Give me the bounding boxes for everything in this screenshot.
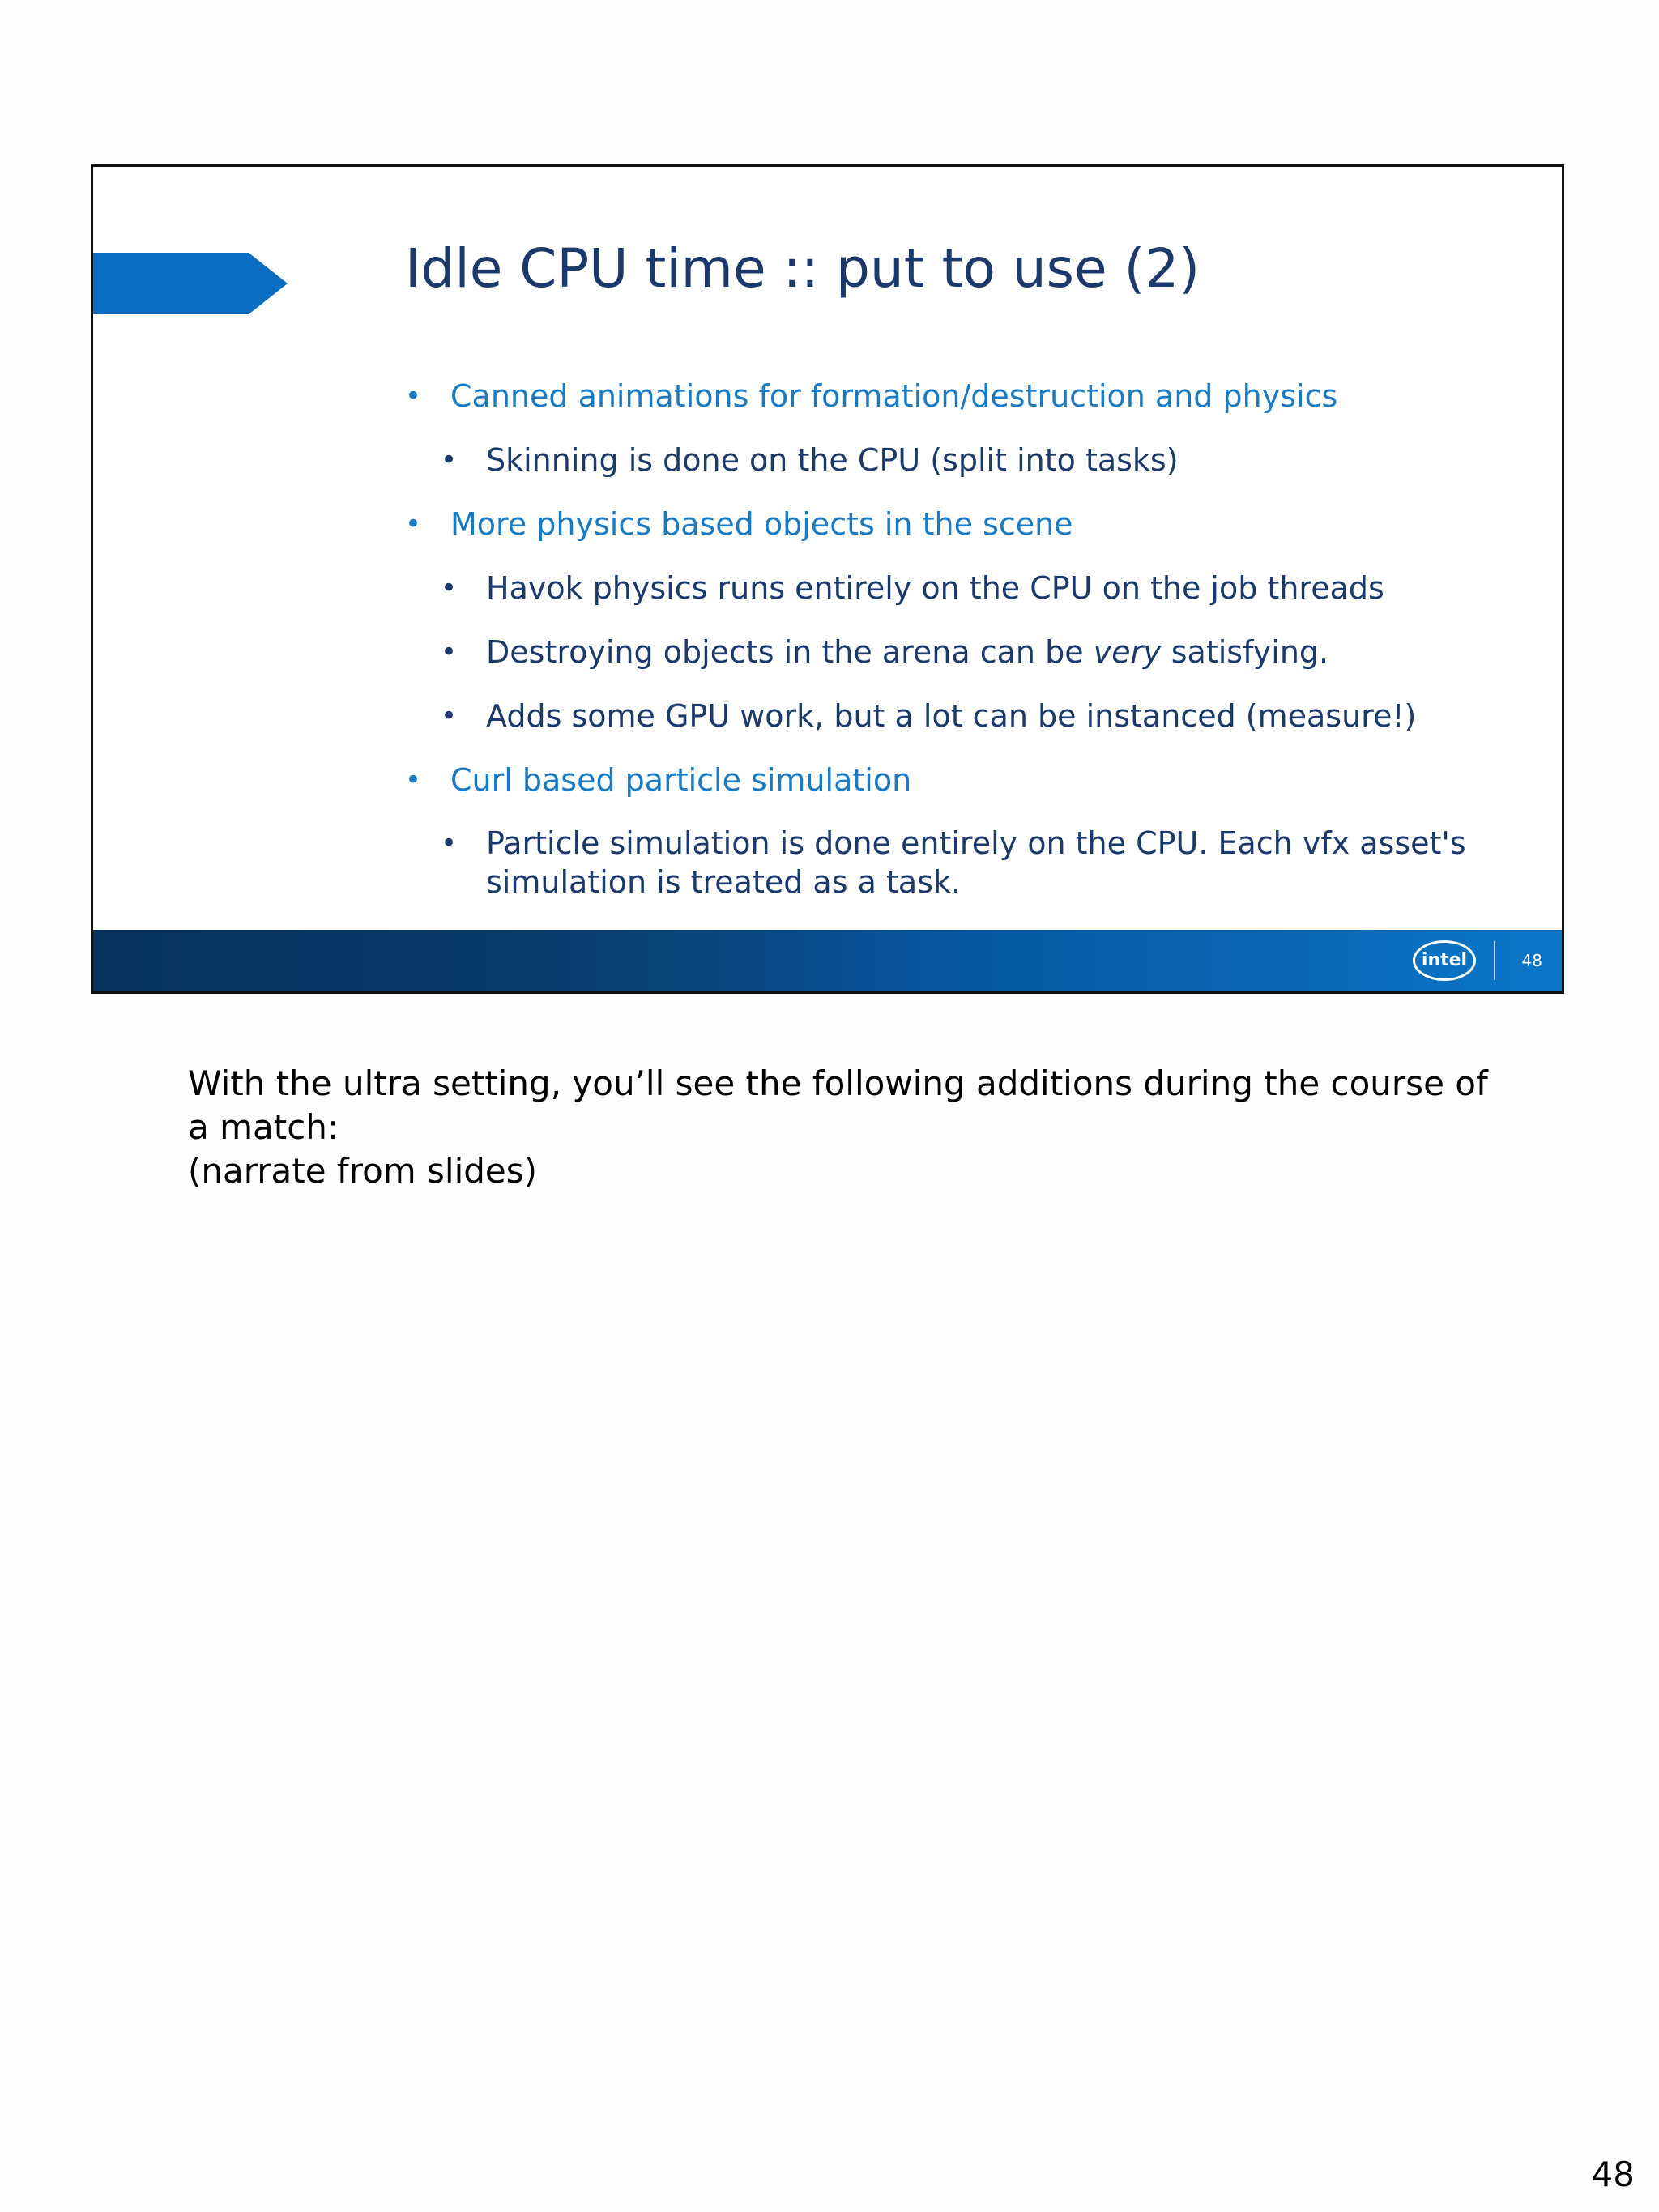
slide-title: Idle CPU time :: put to use (2) <box>405 237 1201 300</box>
notes-line: (narrate from slides) <box>188 1151 538 1191</box>
bullet-text: satisfying. <box>1161 634 1329 670</box>
bullet-level-2 <box>405 632 1523 672</box>
slide <box>91 164 1564 994</box>
bullet-level-2: • Skinning is done on the CPU (split into tasks) <box>405 440 1523 480</box>
bullet-level-1: • More physics based objects in the scene <box>405 504 1523 544</box>
bullet-level-2: • Particle simulation is done entirely on the CPU. Each vfx asset's simulation is treated as a task. <box>405 824 1523 901</box>
footer-divider <box>1494 941 1495 980</box>
slide-number: 48 <box>1521 951 1542 970</box>
footer-bar <box>93 930 1562 991</box>
bullet-level-2: • Havok physics runs entirely on the CPU on the job threads <box>405 568 1523 608</box>
speaker-notes <box>188 1062 1500 1193</box>
bullet-level-1: • Canned animations for formation/destruction and physics <box>405 376 1523 416</box>
notes-line: With the ultra setting, you’ll see the following additions during the course of a match: <box>188 1063 1488 1147</box>
accent-chevron <box>93 253 288 314</box>
bullet-level-1: • Curl based particle simulation <box>405 760 1523 800</box>
bullet-level-2: • Adds some GPU work, but a lot can be instanced (measure!) <box>405 696 1523 736</box>
page-number: 48 <box>1591 2154 1635 2194</box>
bullet-text: Destroying objects in the arena can be <box>486 634 1094 670</box>
bullet-list <box>405 376 1523 901</box>
emphasis-text: very <box>1093 634 1162 670</box>
intel-logo: intel <box>1413 940 1476 981</box>
